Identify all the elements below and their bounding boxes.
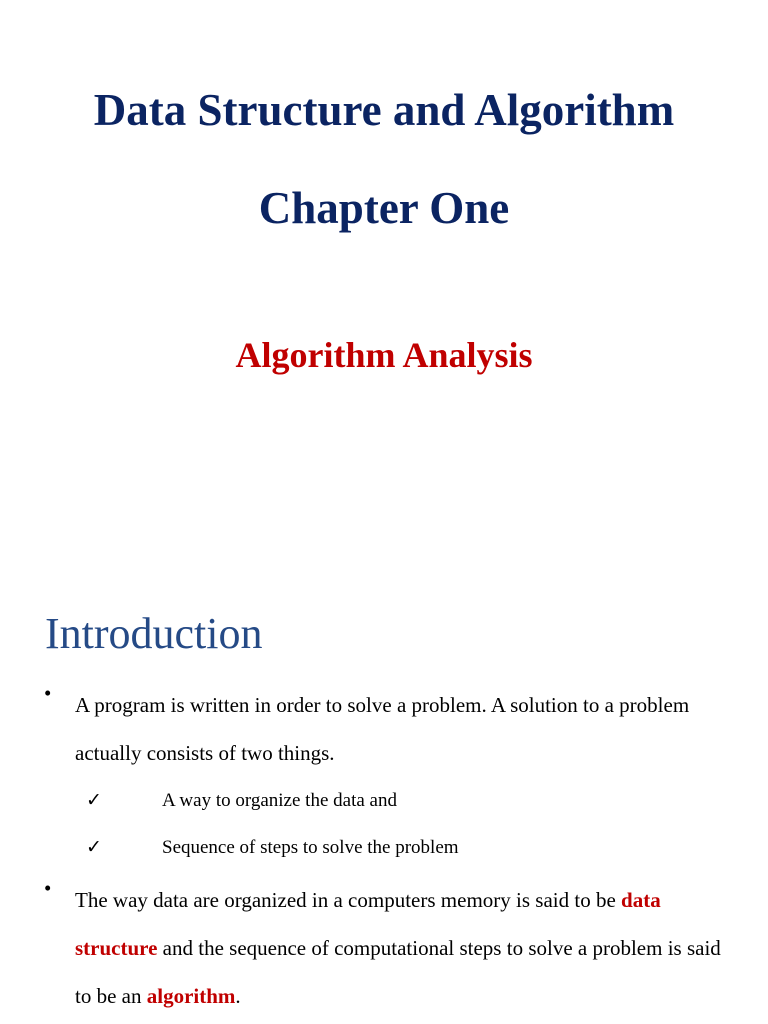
bullet-text-part: . [235, 984, 241, 1008]
checkmark-icon: ✓ [86, 837, 102, 858]
bullet-text: A program is written in order to solve a problem. A solution to a problem actually consists of two things. [75, 693, 690, 765]
term-data-structure: data structure [75, 888, 661, 960]
term-algorithm: algorithm [146, 984, 236, 1008]
section-heading: Introduction [45, 609, 263, 658]
bullet-icon: • [44, 876, 52, 900]
chapter-title: Chapter One [258, 183, 510, 233]
chapter-subtitle: Algorithm Analysis [235, 335, 533, 375]
bullet-text-part: The way data are organized in a computers memory is said to be [75, 888, 622, 912]
document-title: Data Structure and Algorithm [93, 85, 675, 135]
bullet-text [75, 876, 735, 1020]
checkmark-icon: ✓ [86, 790, 102, 811]
bullet-icon: • [44, 681, 52, 705]
bullet-text-part: and the sequence of computational steps to solve a problem is said to be an [75, 936, 721, 1008]
checklist-text: A way to organize the data and [162, 790, 397, 811]
checklist-text: Sequence of steps to solve the problem [162, 837, 459, 858]
